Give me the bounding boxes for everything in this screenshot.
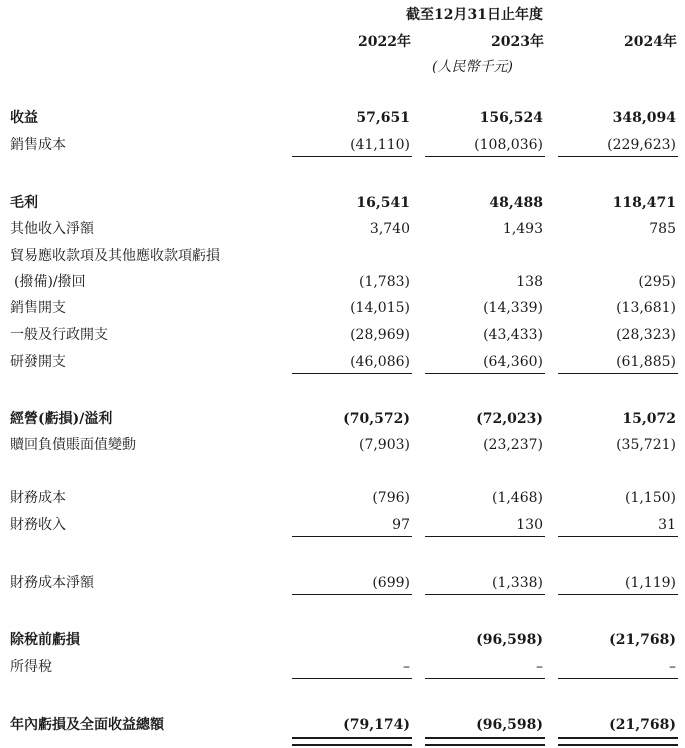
row-label-operating: 經營(虧損)/溢利 [10,411,113,427]
row-label-other-income: 其他收入淨額 [10,221,94,237]
revenue-2023: 156,524 [479,110,543,126]
redemption-2022: (7,903) [358,437,410,453]
net-finance-2023: (1,338) [491,575,543,591]
finance-cost-2022: (796) [372,490,410,506]
subtotal-rule [558,156,678,157]
total-double-rule [425,737,545,746]
income-tax-2023: – [536,659,543,675]
subtotal-rule [425,156,545,157]
subtotal-rule [292,156,412,157]
redemption-2024: (35,721) [616,437,676,453]
admin-2024: (28,323) [616,327,676,343]
row-label-admin: 一般及行政開支 [10,327,108,343]
impairment-2022: (1,783) [358,274,410,290]
subtotal-rule [292,373,412,374]
subtotal-rule [292,678,412,679]
row-label-gross-profit: 毛利 [10,195,38,211]
gross-profit-2022: 16,541 [356,195,410,211]
operating-2024: 15,072 [622,411,676,427]
subtotal-rule [558,536,678,537]
selling-2024: (13,681) [616,300,676,316]
subtotal-rule [425,678,545,679]
subtotal-rule [558,373,678,374]
row-label-impairment: (撥備)/撥回 [14,274,86,290]
finance-income-2023: 130 [516,517,543,533]
cost-of-sales-2023: (108,036) [474,137,543,153]
finance-income-2022: 97 [392,517,410,533]
row-label-revenue: 收益 [10,110,38,126]
finance-income-2024: 31 [658,517,676,533]
selling-2023: (14,339) [483,300,543,316]
operating-2023: (72,023) [476,411,543,427]
gross-profit-2023: 48,488 [489,195,543,211]
income-tax-2022: – [403,659,410,675]
row-label-selling: 銷售開支 [10,300,66,316]
period-heading: 截至12月31日止年度 [406,7,543,23]
revenue-2022: 57,651 [356,110,410,126]
subtotal-rule [558,594,678,595]
year-2022-heading: 2022年 [358,34,411,50]
net-finance-2022: (699) [372,575,410,591]
row-label-impairment-line1: 貿易應收款項及其他應收款項虧損 [10,248,220,264]
year-2024-heading: 2024年 [624,34,677,50]
revenue-2024: 348,094 [612,110,676,126]
cost-of-sales-2022: (41,110) [350,137,410,153]
admin-2023: (43,433) [483,327,543,343]
other-income-2024: 785 [649,221,676,237]
total-loss-2024: (21,768) [609,717,676,733]
year-2023-heading: 2023年 [491,34,544,50]
row-label-net-finance: 財務成本淨額 [10,575,94,591]
subtotal-rule [558,678,678,679]
gross-profit-2024: 118,471 [612,195,676,211]
other-income-2023: 1,493 [502,221,543,237]
subtotal-rule [292,594,412,595]
row-label-cost-of-sales: 銷售成本 [10,137,66,153]
rnd-2022: (46,086) [350,354,410,370]
row-label-income-tax: 所得稅 [10,659,52,675]
subtotal-rule [425,594,545,595]
row-label-finance-cost: 財務成本 [10,490,66,506]
redemption-2023: (23,237) [483,437,543,453]
impairment-2024: (295) [638,274,676,290]
impairment-2023: 138 [516,274,543,290]
loss-before-tax-2023: (96,598) [476,632,543,648]
subtotal-rule [292,536,412,537]
total-loss-2022: (79,174) [343,717,410,733]
row-label-loss-before-tax: 除稅前虧損 [10,632,80,648]
row-label-rnd: 研發開支 [10,354,66,370]
row-label-finance-income: 財務收入 [10,517,66,533]
subtotal-rule [425,373,545,374]
total-double-rule [558,737,678,746]
finance-cost-2023: (1,468) [491,490,543,506]
selling-2022: (14,015) [350,300,410,316]
row-label-redemption: 贖回負債賬面值變動 [10,437,136,453]
other-income-2022: 3,740 [369,221,410,237]
rnd-2023: (64,360) [483,354,543,370]
subtotal-rule [425,536,545,537]
loss-before-tax-2024: (21,768) [609,632,676,648]
finance-cost-2024: (1,150) [624,490,676,506]
rnd-2024: (61,885) [616,354,676,370]
operating-2022: (70,572) [343,411,410,427]
admin-2022: (28,969) [350,327,410,343]
net-finance-2024: (1,119) [624,575,676,591]
total-loss-2023: (96,598) [476,717,543,733]
row-label-total-loss: 年內虧損及全面收益總額 [10,717,164,733]
total-double-rule [292,737,412,746]
cost-of-sales-2024: (229,623) [607,137,676,153]
unit-label: (人民幣千元) [432,59,513,75]
income-tax-2024: – [669,659,676,675]
